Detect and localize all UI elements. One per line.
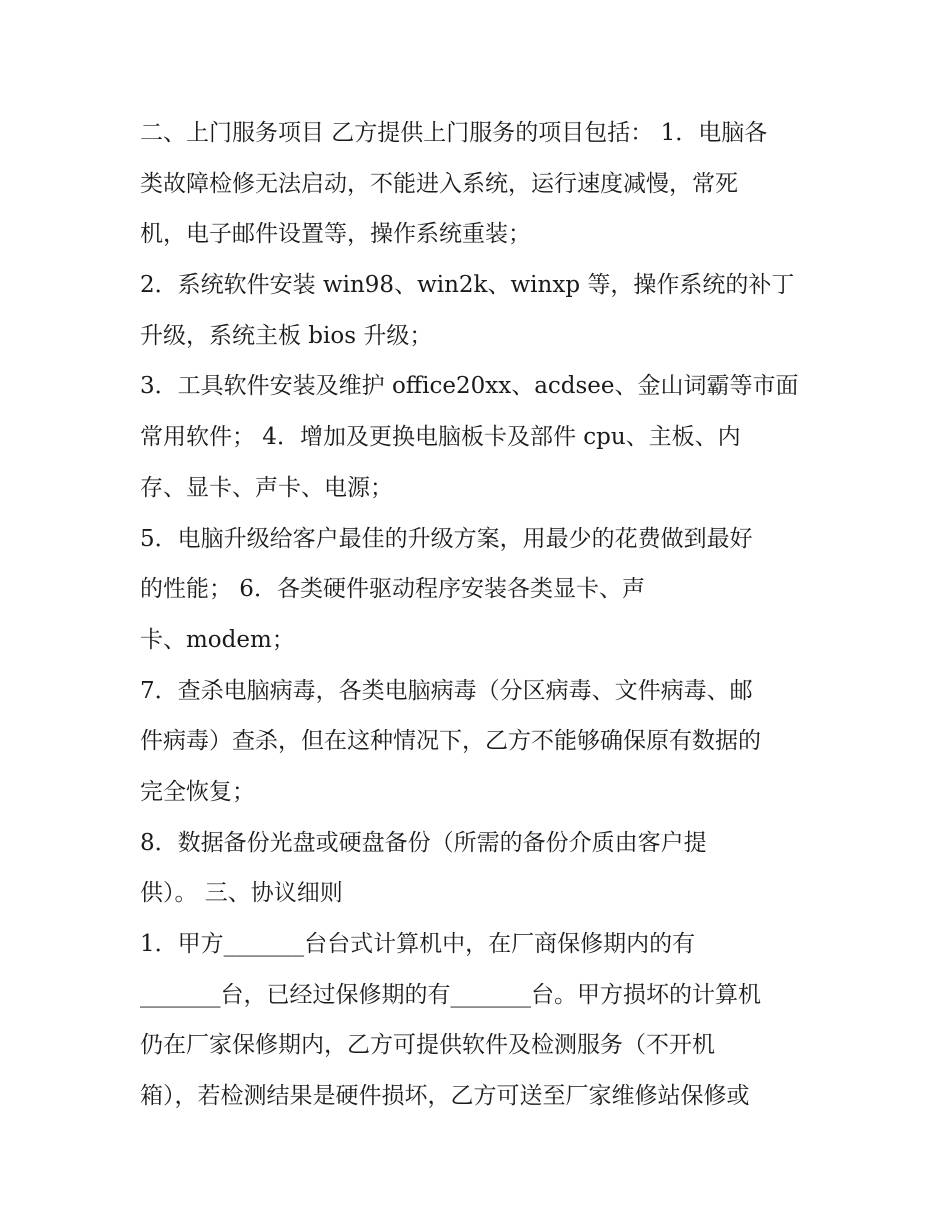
text-line: 仍在厂家保修期内，乙方可提供软件及检测服务（不开机 bbox=[140, 1032, 715, 1059]
text-line: _______台，已经过保修期的有_______台。甲方损坏的计算机 bbox=[140, 981, 761, 1008]
text-line: 升级，系统主板 bios 升级； bbox=[140, 322, 433, 349]
text-line: 箱），若检测结果是硬件损坏，乙方可送至厂家维修站保修或 bbox=[140, 1083, 750, 1110]
text-line: 机，电子邮件设置等，操作系统重装； bbox=[140, 221, 531, 248]
text-line: 类故障检修无法启动，不能进入系统，运行速度减慢，常死 bbox=[140, 170, 738, 197]
text-line: 2．系统软件安装 win98、win2k、winxp 等，操作系统的补丁 bbox=[140, 272, 795, 299]
text-line: 存、显卡、声卡、电源； bbox=[140, 474, 393, 501]
text-line: 完全恢复； bbox=[140, 778, 255, 805]
contract-body-text bbox=[140, 108, 820, 1122]
text-line: 卡、modem； bbox=[140, 626, 295, 653]
text-line: 的性能； 6．各类硬件驱动程序安装各类显卡、声 bbox=[140, 576, 645, 603]
text-line: 二、上门服务项目 乙方提供上门服务的项目包括： 1．电脑各 bbox=[140, 120, 768, 146]
text-line: 常用软件； 4．增加及更换电脑板卡及部件 cpu、主板、内 bbox=[140, 424, 741, 451]
text-line: 8．数据备份光盘或硬盘备份（所需的备份介质由客户提 bbox=[140, 829, 707, 856]
text-line: 1．甲方_______台台式计算机中，在厂商保修期内的有 bbox=[140, 931, 696, 957]
text-line: 件病毒）查杀，但在这种情况下，乙方不能够确保原有数据的 bbox=[140, 728, 761, 755]
text-line: 供）。 三、协议细则 bbox=[140, 880, 343, 907]
text-line: 7．查杀电脑病毒，各类电脑病毒（分区病毒、文件病毒、邮 bbox=[140, 677, 753, 704]
text-line: 5．电脑升级给客户最佳的升级方案，用最少的花费做到最好 bbox=[140, 525, 753, 552]
text-line: 3．工具软件安装及维护 office20xx、acdsee、金山词霸等市面 bbox=[140, 373, 799, 400]
